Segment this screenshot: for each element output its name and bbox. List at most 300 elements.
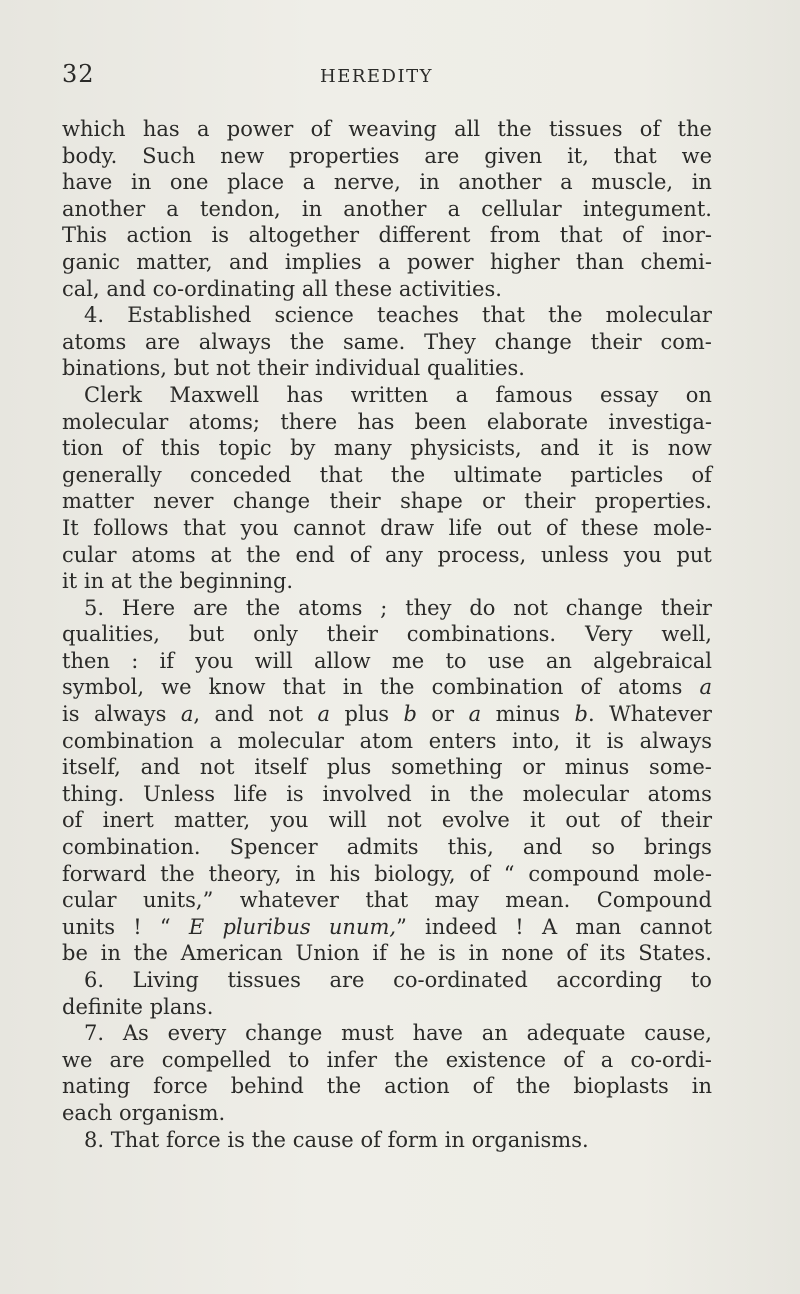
- word: their: [257, 356, 309, 381]
- word: molecular: [62, 409, 169, 434]
- word: cannot: [639, 914, 712, 939]
- word: algebraical: [593, 648, 712, 673]
- word: me: [391, 648, 425, 673]
- text-line: [62, 169, 712, 196]
- word: always: [93, 702, 167, 727]
- word: any: [384, 542, 423, 567]
- word: a: [196, 117, 210, 141]
- word: according: [556, 968, 663, 992]
- word: been: [414, 409, 467, 434]
- word: shape: [400, 489, 463, 514]
- word: in: [100, 941, 121, 966]
- word: definite: [62, 994, 143, 1019]
- word: tissues: [549, 117, 623, 141]
- word: in: [691, 1074, 712, 1099]
- word: is: [62, 702, 80, 727]
- text-line: [62, 196, 712, 223]
- word: mole-: [653, 515, 712, 540]
- word: in: [295, 861, 316, 886]
- word: in: [430, 781, 451, 806]
- text-line: [62, 994, 712, 1021]
- word: individual: [315, 356, 421, 381]
- word: every: [167, 1021, 227, 1046]
- word: different: [378, 223, 471, 248]
- word: Such: [142, 143, 196, 168]
- word: organism.: [118, 1100, 226, 1125]
- word: bioplasts: [573, 1074, 669, 1099]
- word: cannot: [293, 515, 366, 540]
- word: cular: [62, 888, 117, 913]
- text-line: [62, 595, 712, 622]
- word: a: [699, 675, 712, 700]
- text-line: [62, 674, 712, 701]
- word: investiga-: [608, 409, 712, 434]
- word: the: [515, 1074, 551, 1099]
- word: so: [591, 835, 615, 860]
- word: to: [288, 1047, 310, 1072]
- word: integument.: [582, 196, 712, 221]
- word: muscle,: [591, 170, 674, 195]
- word: particles: [570, 462, 664, 487]
- word: symbol,: [62, 675, 145, 700]
- word: of: [472, 1074, 494, 1099]
- word: weaving: [348, 117, 437, 141]
- word: that: [319, 462, 363, 487]
- word: draw: [380, 515, 435, 540]
- word: change: [565, 595, 643, 620]
- word: Maxwell: [169, 382, 260, 407]
- word: out: [496, 515, 532, 540]
- word: elaborate: [486, 409, 589, 434]
- word: cal,: [62, 276, 100, 301]
- word: unum,”: [328, 914, 407, 939]
- word: That: [110, 1127, 160, 1152]
- word: itself,: [62, 755, 121, 780]
- word: written: [350, 382, 429, 407]
- word: 4.: [84, 303, 105, 328]
- word: !: [515, 914, 524, 939]
- word: of: [620, 808, 641, 833]
- word: compound: [528, 861, 640, 886]
- word: body.: [62, 143, 118, 168]
- word: not: [215, 356, 251, 381]
- word: by: [290, 436, 316, 461]
- word: the: [380, 675, 415, 700]
- word: if: [159, 648, 175, 673]
- word: and: [228, 249, 269, 274]
- word: than: [576, 249, 625, 274]
- word: cular: [62, 542, 117, 567]
- word: are: [329, 968, 365, 992]
- word: none: [501, 941, 554, 966]
- word: and: [106, 276, 146, 301]
- word: only: [253, 622, 298, 647]
- text-line: [62, 329, 712, 356]
- word: that: [183, 515, 227, 540]
- word: Very: [584, 622, 633, 647]
- word: it: [598, 436, 614, 461]
- word: activities.: [398, 276, 502, 301]
- text-line: [62, 807, 712, 834]
- word: life: [448, 515, 483, 540]
- word: he: [399, 941, 426, 966]
- word: 7.: [84, 1021, 105, 1046]
- word: of: [360, 1127, 381, 1152]
- word: atoms: [647, 781, 712, 806]
- word: has: [142, 117, 180, 141]
- word: always: [198, 329, 272, 354]
- word: action: [384, 1074, 450, 1099]
- word: their: [326, 622, 378, 647]
- word: their: [590, 329, 642, 354]
- word: have: [412, 1021, 463, 1046]
- word: co-ordinated: [393, 968, 528, 992]
- word: that: [482, 303, 525, 328]
- word: of: [469, 861, 490, 886]
- word: all: [301, 276, 328, 301]
- word: and: [214, 702, 254, 727]
- word: co-ordinating: [152, 276, 296, 301]
- word: b: [403, 702, 417, 727]
- text-line: [62, 462, 712, 489]
- text-line: [62, 648, 712, 675]
- word: is: [438, 941, 456, 966]
- word: teaches: [377, 303, 459, 328]
- word: in: [301, 196, 323, 221]
- word: a: [447, 196, 461, 221]
- text-line: [62, 914, 712, 941]
- word: new: [220, 143, 265, 168]
- word: cause,: [644, 1021, 712, 1046]
- word: a: [560, 170, 573, 195]
- word: one: [169, 170, 209, 195]
- text-line: [62, 861, 712, 888]
- word: process,: [437, 542, 527, 567]
- word: in: [83, 569, 105, 594]
- word: molecular: [522, 781, 629, 806]
- word: from: [489, 223, 541, 248]
- word: atoms: [298, 595, 363, 620]
- word: 6.: [84, 968, 105, 992]
- word: Established: [127, 303, 252, 328]
- word: it: [62, 569, 78, 594]
- word: It: [62, 515, 79, 540]
- word: molecular: [605, 303, 712, 328]
- word: that: [282, 675, 326, 700]
- word: his: [329, 861, 361, 886]
- text-line: [62, 276, 712, 303]
- word: cellular: [481, 196, 562, 221]
- word: the: [289, 329, 325, 354]
- word: mean.: [505, 888, 571, 913]
- word: on: [685, 382, 712, 407]
- word: the: [251, 1127, 286, 1152]
- word: never: [153, 489, 214, 514]
- word: and: [522, 835, 563, 860]
- word: of: [310, 117, 332, 141]
- word: qualities,: [62, 622, 160, 647]
- word: theory,: [208, 861, 282, 886]
- word: not: [199, 755, 235, 780]
- word: of: [622, 223, 643, 248]
- word: behind: [230, 1074, 304, 1099]
- word: ;: [380, 595, 388, 620]
- word: of: [691, 462, 712, 487]
- word: the: [548, 303, 583, 328]
- word: you: [623, 542, 662, 567]
- word: has: [357, 409, 395, 434]
- word: compelled: [161, 1047, 272, 1072]
- word: Whatever: [609, 702, 712, 727]
- word: is: [227, 1127, 245, 1152]
- word: thing.: [62, 781, 125, 806]
- word: another: [343, 196, 427, 221]
- word: follows: [93, 515, 169, 540]
- word: atoms: [62, 329, 127, 354]
- word: physicists,: [410, 436, 522, 461]
- word: pluribus: [222, 914, 311, 939]
- word: change: [232, 489, 311, 514]
- word: you: [240, 515, 279, 540]
- word: existence: [445, 1047, 547, 1072]
- text-line: [62, 222, 712, 249]
- text-line: [62, 1047, 712, 1074]
- word: qualities.: [426, 356, 525, 381]
- text-line: [62, 409, 712, 436]
- text-line: [62, 754, 712, 781]
- word: man: [575, 914, 622, 939]
- word: put: [676, 542, 712, 567]
- text-line: [62, 621, 712, 648]
- word: !: [133, 914, 142, 939]
- word: of: [62, 808, 83, 833]
- word: a: [317, 702, 331, 727]
- word: there: [280, 409, 338, 434]
- text-line: [62, 488, 712, 515]
- word: you: [195, 648, 234, 673]
- text-line: [62, 116, 712, 143]
- text-line: [62, 515, 712, 542]
- word: minus: [495, 702, 561, 727]
- word: change: [245, 1021, 323, 1046]
- text-line: [62, 1073, 712, 1100]
- word: A: [541, 914, 558, 939]
- word: a: [302, 170, 316, 195]
- word: conceded: [189, 462, 292, 487]
- word: same.: [343, 329, 406, 354]
- word: each: [62, 1100, 113, 1125]
- word: out: [565, 808, 600, 833]
- word: forward: [62, 861, 147, 886]
- word: molecular: [237, 728, 344, 753]
- word: minus: [564, 755, 630, 780]
- word: these: [334, 276, 393, 301]
- word: another: [62, 196, 146, 221]
- word: power: [406, 249, 474, 274]
- word: famous: [495, 382, 573, 407]
- word: com-: [660, 329, 712, 354]
- word: As: [122, 1021, 149, 1046]
- word: generally: [62, 462, 162, 487]
- word: admits: [346, 835, 419, 860]
- word: at: [110, 569, 132, 594]
- word: are: [109, 1047, 145, 1072]
- word: Union: [295, 941, 360, 966]
- word: are: [192, 595, 228, 620]
- text-line: [62, 887, 712, 914]
- word: or: [522, 755, 546, 780]
- word: the: [138, 569, 173, 594]
- word: science: [274, 303, 354, 328]
- word: a,: [180, 702, 201, 727]
- word: not: [387, 808, 422, 833]
- word: :: [131, 648, 139, 673]
- word: inor-: [661, 223, 712, 248]
- word: if: [372, 941, 387, 966]
- word: at: [210, 542, 232, 567]
- word: the: [160, 861, 195, 886]
- word: to: [445, 648, 467, 673]
- word: enters: [428, 728, 497, 753]
- text-line: [62, 728, 712, 755]
- word: the: [394, 1047, 429, 1072]
- word: action: [126, 223, 193, 248]
- text-line: [62, 382, 712, 409]
- word: are: [145, 329, 181, 354]
- word: itself: [254, 755, 308, 780]
- word: in: [130, 170, 152, 195]
- word: brings: [643, 835, 712, 860]
- word: nerve,: [333, 170, 401, 195]
- word: matter,: [136, 249, 213, 274]
- word: it,: [567, 143, 589, 168]
- word: plus: [344, 702, 390, 727]
- word: into,: [512, 728, 561, 753]
- word: biology,: [374, 861, 456, 886]
- word: some-: [649, 755, 712, 780]
- word: a: [209, 728, 223, 753]
- word: that: [613, 143, 657, 168]
- word: given: [484, 143, 543, 168]
- word: in: [342, 675, 363, 700]
- word: atom: [359, 728, 414, 753]
- text-line: [62, 435, 712, 462]
- word: b.: [574, 702, 595, 727]
- word: will: [254, 648, 293, 673]
- word: that: [365, 888, 409, 913]
- word: States.: [638, 941, 712, 966]
- word: power: [226, 117, 294, 141]
- word: mole-: [653, 861, 712, 886]
- word: but: [188, 622, 225, 647]
- word: tendon,: [200, 196, 281, 221]
- word: always: [639, 728, 712, 753]
- word: an: [545, 648, 572, 673]
- word: American: [180, 941, 283, 966]
- word: atoms: [131, 542, 196, 567]
- word: the: [677, 117, 712, 141]
- word: a: [455, 382, 469, 407]
- word: is: [211, 223, 230, 248]
- word: or: [431, 702, 455, 727]
- word: their: [660, 595, 712, 620]
- word: plans.: [149, 994, 214, 1019]
- word: has: [286, 382, 324, 407]
- word: units,”: [142, 888, 214, 913]
- word: form: [387, 1127, 438, 1152]
- word: have: [62, 170, 113, 195]
- word: binations,: [62, 356, 167, 381]
- word: this,: [447, 835, 494, 860]
- word: these: [580, 515, 639, 540]
- word: tion: [62, 436, 104, 461]
- word: Here: [121, 595, 176, 620]
- word: not: [268, 702, 304, 727]
- word: Compound: [596, 888, 712, 913]
- word: higher: [489, 249, 560, 274]
- word: we: [681, 143, 712, 168]
- word: the: [390, 462, 426, 487]
- word: many: [333, 436, 392, 461]
- word: nating: [62, 1074, 131, 1099]
- word: tissues: [227, 968, 301, 992]
- word: life: [233, 781, 268, 806]
- word: of: [546, 515, 567, 540]
- word: matter,: [174, 808, 251, 833]
- word: atoms;: [188, 409, 260, 434]
- text-line: [62, 355, 712, 382]
- word: of: [566, 941, 587, 966]
- word: combination: [431, 675, 564, 700]
- word: chemi-: [640, 249, 712, 274]
- word: we: [62, 1047, 93, 1072]
- word: be: [62, 941, 88, 966]
- word: the: [246, 542, 281, 567]
- text-line: [62, 834, 712, 861]
- word: indeed: [425, 914, 498, 939]
- running-head: HEREDITY: [320, 66, 433, 87]
- word: change: [494, 329, 572, 354]
- word: allow: [314, 648, 371, 673]
- word: in: [419, 170, 440, 195]
- word: a: [468, 702, 482, 727]
- word: end: [295, 542, 335, 567]
- word: or: [482, 489, 505, 514]
- text-line: [62, 542, 712, 569]
- word: “: [503, 861, 515, 886]
- word: co-ordi-: [630, 1047, 712, 1072]
- word: then: [62, 648, 110, 673]
- word: but: [173, 356, 210, 381]
- word: place: [227, 170, 284, 195]
- text-line: [62, 1100, 712, 1127]
- word: a: [166, 196, 179, 221]
- word: which: [62, 117, 126, 141]
- text-line: [62, 701, 712, 728]
- word: Spencer: [229, 835, 318, 860]
- word: a: [378, 249, 391, 274]
- word: must: [341, 1021, 394, 1046]
- word: will: [328, 808, 367, 833]
- word: plus: [326, 755, 372, 780]
- word: of: [349, 542, 371, 567]
- word: This: [62, 223, 108, 248]
- word: whatever: [239, 888, 339, 913]
- word: combinations.: [406, 622, 557, 647]
- page-number: 32: [62, 60, 95, 88]
- word: know: [208, 675, 266, 700]
- word: beginning.: [179, 569, 294, 594]
